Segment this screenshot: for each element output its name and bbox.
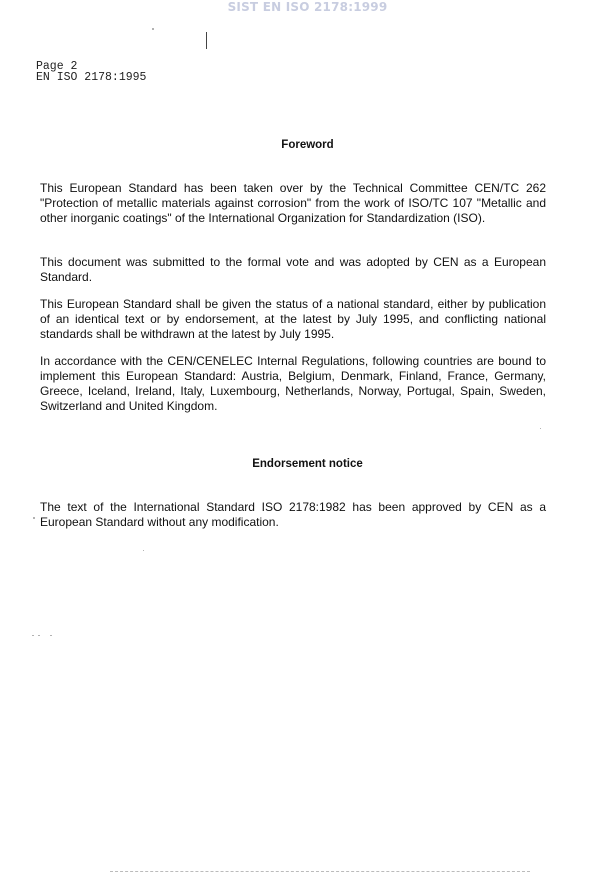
foreword-paragraph-3: This European Standard shall be given the status of a national standard, either by publication of an identical text or by endorsement, at the latest by July 1995, and conflicting national standards shall be withdrawn at the latest by July 1995.	[40, 297, 546, 341]
scan-mark	[206, 32, 207, 49]
foreword-paragraph-2: This document was submitted to the formal vote and was adopted by CEN as a European Standard.	[40, 255, 546, 284]
watermark: SIST EN ISO 2178:1999	[227, 0, 388, 14]
page-header	[36, 61, 146, 83]
foreword-paragraph-4: In accordance with the CEN/CENELEC Internal Regulations, following countries are bound to implement this European Standard: Austria, Belgium, Denmark, Finland, France, Germany, Greece, Iceland, Ireland, Italy, Luxembourg, Netherlands, Norway, Portugal, Spain, Sweden, Switzerland and United Kingdom.	[40, 354, 546, 413]
foreword-paragraph-1: This European Standard has been taken over by the Technical Committee CEN/TC 262 "Protection of metallic materials against corrosion" from the work of ISO/TC 107 "Metallic and other inorganic coatings" of the International Organization for Standardization (ISO).	[40, 181, 546, 225]
scan-speck	[33, 517, 35, 519]
scan-speck	[32, 635, 34, 636]
scan-speck	[143, 550, 144, 551]
scan-speck	[152, 28, 154, 30]
scan-speck	[50, 635, 52, 636]
scan-speck	[540, 428, 541, 429]
endorsement-paragraph: The text of the International Standard ISO 2178:1982 has been approved by CEN as a European Standard without any modification.	[40, 500, 546, 529]
scan-speck	[38, 635, 40, 636]
page-number: Page 2	[36, 60, 78, 73]
bottom-rule	[110, 871, 530, 873]
endorsement-heading: Endorsement notice	[252, 458, 363, 470]
standard-reference: EN ISO 2178:1995	[36, 71, 147, 84]
foreword-heading: Foreword	[281, 139, 334, 151]
